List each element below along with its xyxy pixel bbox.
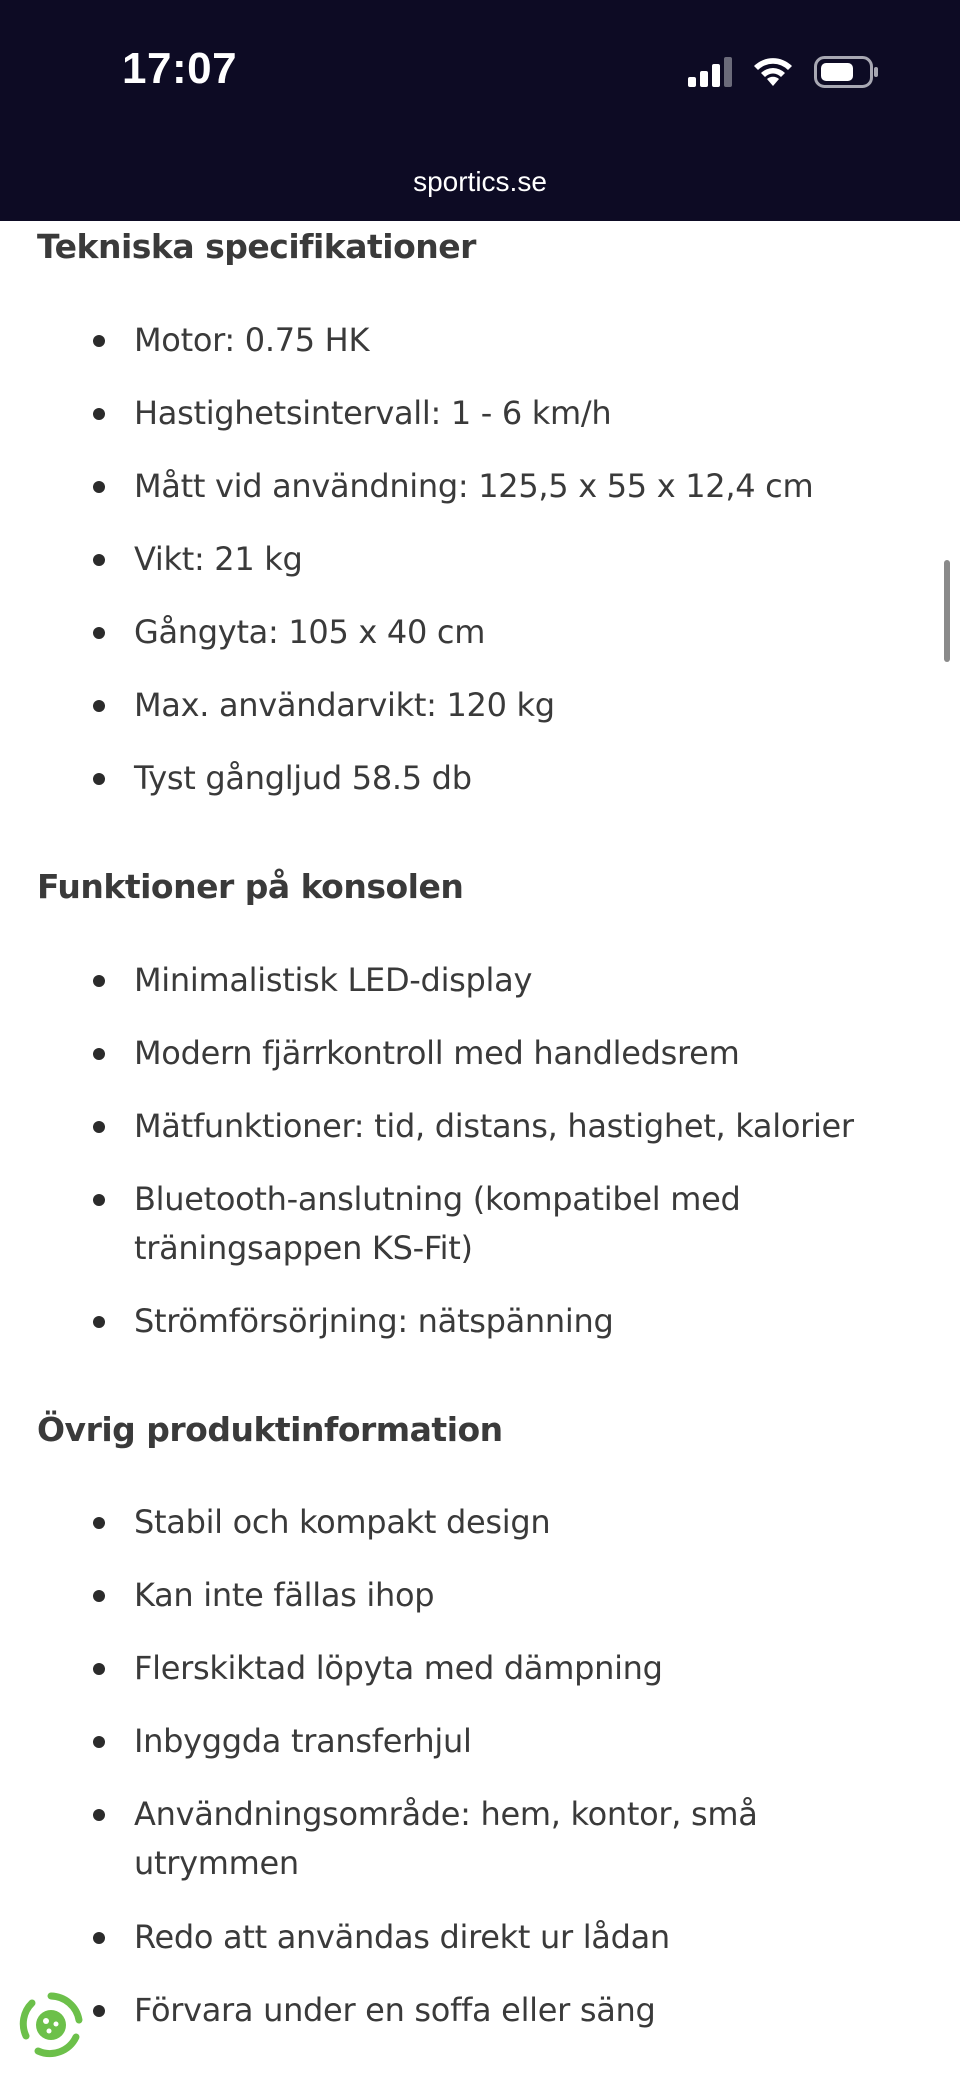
cookie-settings-icon[interactable]: [16, 1990, 86, 2060]
wifi-icon: [752, 56, 794, 88]
list-item: Förvara under en soffa eller säng: [134, 1991, 656, 2029]
list-item: Kan inte fällas ihop: [134, 1576, 435, 1614]
list-item: Gångyta: 105 x 40 cm: [134, 613, 486, 651]
bullet: [93, 1590, 105, 1602]
bullet: [93, 627, 105, 639]
list-item: Max. användarvikt: 120 kg: [134, 686, 555, 724]
bullet: [93, 1194, 105, 1206]
bullet: [93, 1048, 105, 1060]
list-item: Bluetooth-anslutning (kompatibel med träningsappen KS-Fit): [134, 1180, 741, 1267]
bullet: [93, 1736, 105, 1748]
list-item: Redo att användas direkt ur lådan: [134, 1918, 670, 1956]
browser-url[interactable]: sportics.se: [413, 166, 547, 197]
bullet: [93, 481, 105, 493]
bullet: [93, 408, 105, 420]
list-item: Flerskiktad löpyta med dämpning: [134, 1649, 663, 1687]
list-item: Mått vid användning: 125,5 x 55 x 12,4 cm: [134, 467, 814, 505]
list-item: Hastighetsintervall: 1 - 6 km/h: [134, 394, 612, 432]
status-time: 17:07: [122, 44, 238, 93]
bullet: [93, 2005, 105, 2017]
bullet: [93, 1932, 105, 1944]
status-icons: [688, 52, 880, 92]
list-item: Modern fjärrkontroll med handledsrem: [134, 1034, 740, 1072]
bullet: [93, 1809, 105, 1821]
bullet: [93, 1517, 105, 1529]
bullet: [93, 554, 105, 566]
bullet: [93, 975, 105, 987]
bullet: [93, 1663, 105, 1675]
list-item: Tyst gångljud 58.5 db: [134, 759, 472, 797]
list-item: Strömförsörjning: nätspänning: [134, 1302, 614, 1340]
battery-icon: [814, 56, 880, 88]
bullet: [93, 773, 105, 785]
section-title-tekniska: Tekniska specifikationer: [37, 227, 476, 266]
cellular-signal-icon: [688, 57, 732, 87]
bullet: [93, 1121, 105, 1133]
bullet: [93, 335, 105, 347]
list-item: Vikt: 21 kg: [134, 540, 303, 578]
section-title-funktioner: Funktioner på konsolen: [37, 867, 464, 906]
list-item: Mätfunktioner: tid, distans, hastighet, kalorier: [134, 1107, 854, 1145]
list-item: Inbyggda transferhjul: [134, 1722, 472, 1760]
list-item: Användningsområde: hem, kontor, små utrymmen: [134, 1795, 758, 1882]
scrollbar[interactable]: [944, 560, 950, 662]
list-item: Stabil och kompakt design: [134, 1503, 551, 1541]
list-item: Motor: 0.75 HK: [134, 321, 370, 359]
status-bar: [0, 0, 960, 221]
bullet: [93, 700, 105, 712]
bullet: [93, 1316, 105, 1328]
list-item: Minimalistisk LED-display: [134, 961, 533, 999]
section-title-ovrig: Övrig produktinformation: [37, 1410, 503, 1449]
